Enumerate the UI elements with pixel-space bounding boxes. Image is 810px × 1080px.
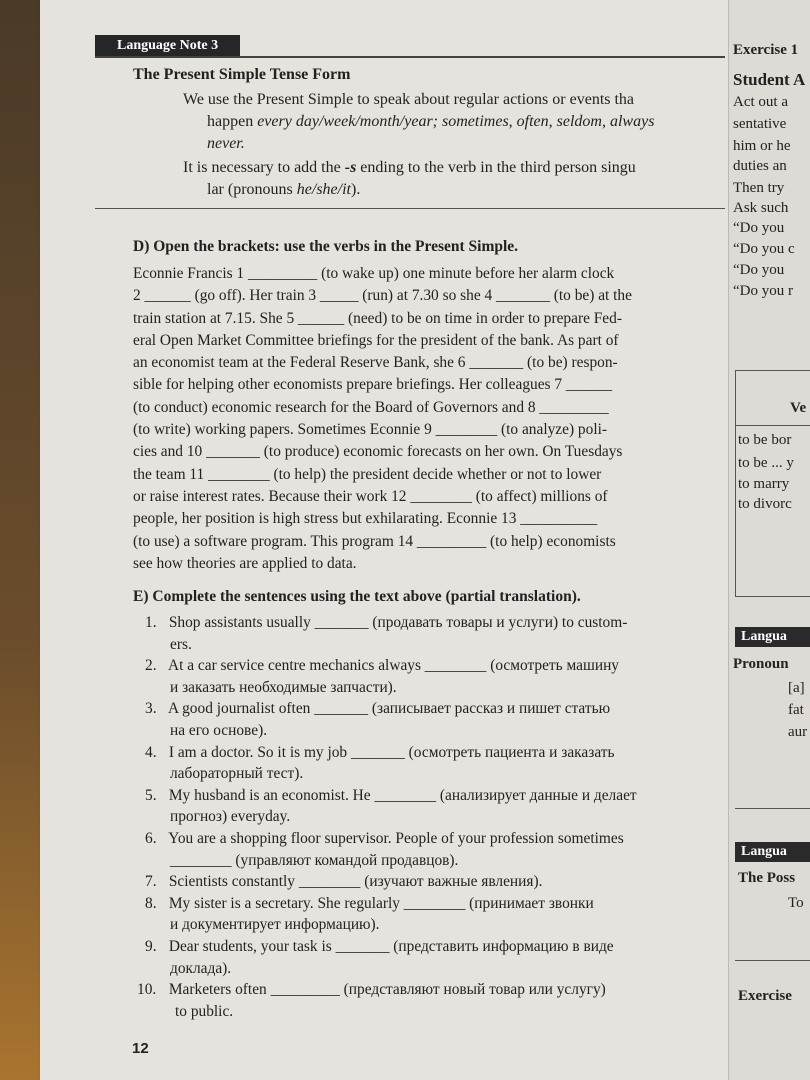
item-text: Shop assistants usually _______ (продавать товары и услуги) to custom-: [168, 614, 628, 631]
task-d-line: the team 11 ________ (to help) the president decide whether or not to lower: [133, 465, 602, 483]
task-d-line: Econnie Francis 1 _________ (to wake up) one minute before her alarm clock: [133, 265, 615, 282]
item-text: You are a shopping floor supervisor. People of your profession sometimes: [168, 829, 624, 847]
item-number: 9.: [145, 937, 157, 955]
language-note-line: [207, 179, 360, 201]
facing-rule: [735, 808, 810, 809]
facing-note1-line: [a]: [788, 680, 805, 696]
facing-note2-tab: Langua: [735, 842, 810, 862]
item-number: 2.: [145, 657, 157, 675]
facing-box-line: to marry: [738, 476, 790, 492]
item-number: 7.: [145, 873, 157, 891]
facing-note1-tab: Langua: [735, 627, 810, 647]
item-continuation: ________ (управляют командой продавцов).: [170, 851, 459, 869]
item-continuation: лабораторный тест).: [170, 765, 304, 783]
item-continuation: доклада).: [170, 959, 232, 977]
language-note-emphasis: -s: [344, 159, 357, 176]
facing-exercise-title: Exercise 1: [733, 42, 799, 58]
list-item: [145, 871, 730, 893]
language-note-bottom-rule: [95, 208, 725, 209]
list-item: [145, 893, 730, 936]
facing-box-rule: [735, 425, 810, 426]
task-d-line: train station at 7.15. She 5 ______ (need) to be on time in order to prepare Fed-: [133, 309, 622, 327]
task-d-line: see how theories are applied to data.: [133, 554, 357, 572]
task-d-line: people, her position is high stress but exhilarating. Econnie 13 __________: [133, 510, 598, 528]
task-d-line: sible for helping other economists prepare briefings. Her colleagues 7 ______: [133, 376, 613, 394]
item-text: A good journalist often _______ (записывает рассказ и пишет статью: [168, 700, 611, 718]
language-note-line: [207, 111, 728, 133]
language-note-emphasis: he/she/it: [296, 181, 351, 198]
item-text: Scientists constantly ________ (изучают важные явления).: [168, 873, 543, 891]
facing-line: duties an: [733, 158, 787, 174]
language-note-header: [95, 35, 725, 57]
list-item: [145, 655, 730, 698]
item-number: 8.: [145, 894, 157, 912]
task-d-line: (to conduct) economic research for the Board of Governors and 8 _________: [133, 398, 609, 416]
task-d-line: an economist team at the Federal Reserve Bank, she 6 _______ (to be) respon-: [133, 354, 618, 372]
facing-note1-title: Pronoun: [733, 656, 789, 672]
item-text: Dear students, your task is _______ (представить информацию в виде: [168, 937, 614, 955]
list-item: [145, 785, 730, 828]
language-note-text: happen: [207, 113, 258, 130]
task-e-list: [137, 612, 730, 1022]
facing-line: Then try: [733, 180, 785, 196]
language-note-emphasis: every day/week/month/year; sometimes, often, seldom, always: [257, 113, 655, 130]
item-continuation: и заказать необходимые запчасти).: [170, 678, 397, 696]
facing-rule: [735, 960, 810, 961]
facing-line: sentative: [733, 116, 787, 132]
item-continuation: и документирует информацию).: [170, 916, 380, 934]
facing-line: Ask such: [733, 200, 789, 216]
language-note-line: [183, 157, 728, 179]
facing-line: “Do you: [733, 262, 785, 278]
language-note-text: ending to the verb in the third person singu: [356, 159, 636, 176]
item-continuation: прогноз) everyday.: [170, 808, 291, 826]
language-note-line: never.: [207, 135, 245, 152]
task-d-heading: D) Open the brackets: use the verbs in the Present Simple.: [133, 238, 519, 255]
language-note-text: It is necessary to add the: [183, 159, 345, 176]
list-item: [145, 742, 730, 785]
facing-line: Act out a: [733, 94, 788, 110]
task-d-line: (to write) working papers. Sometimes Econnie 9 ________ (to analyze) poli-: [133, 421, 607, 439]
facing-note2-title: The Poss: [738, 870, 796, 886]
facing-exercise-bottom: Exercise: [738, 988, 792, 1004]
language-note-text: lar (pronouns: [207, 181, 297, 198]
item-number: 10.: [137, 981, 157, 999]
item-text: My husband is an economist. He ________ (анализирует данные и делает: [168, 786, 637, 804]
task-d-line: cies and 10 _______ (to produce) economic forecasts on her own. On Tuesdays: [133, 443, 623, 461]
item-number: 1.: [145, 614, 157, 631]
item-text: My sister is a secretary. She regularly ________ (принимает звонки: [168, 894, 594, 912]
item-continuation: ers.: [170, 635, 192, 653]
facing-line: “Do you c: [733, 241, 795, 257]
list-item: [145, 936, 730, 979]
task-d-line: 2 ______ (go off). Her train 3 _____ (run) at 7.30 so she 4 _______ (to be) at the: [133, 287, 632, 305]
language-note-title: The Present Simple Tense Form: [133, 66, 351, 83]
facing-line: “Do you r: [733, 283, 793, 299]
facing-note1-line: aur: [788, 724, 808, 740]
facing-box-line: to be bor: [738, 432, 792, 448]
item-number: 6.: [145, 829, 157, 847]
facing-note2-line: To: [788, 895, 804, 911]
facing-student-label: Student A: [733, 70, 806, 89]
item-number: 5.: [145, 786, 157, 804]
item-number: 4.: [145, 743, 157, 761]
language-note-line: We use the Present Simple to speak about regular actions or events tha: [183, 91, 635, 108]
task-d-paragraph: [133, 263, 727, 575]
list-item: [145, 828, 730, 871]
task-d-line: eral Open Market Committee briefings for the president of the bank. As part of: [133, 331, 619, 349]
facing-line: him or he: [733, 138, 791, 154]
facing-line: “Do you: [733, 220, 785, 236]
facing-note1-line: fat: [788, 702, 804, 718]
task-e-heading: E) Complete the sentences using the text above (partial translation).: [133, 588, 581, 605]
facing-box-line: to divorc: [738, 496, 792, 512]
facing-box-line: to be ... y: [738, 455, 794, 471]
task-d-line: (to use) a software program. This program 14 _________ (to help) economists: [133, 532, 616, 550]
language-note-tab: Language Note 3: [95, 35, 240, 57]
page-number: 12: [132, 1040, 149, 1057]
list-item: [145, 698, 730, 741]
language-note-text: ).: [350, 181, 361, 198]
item-continuation: на его основе).: [170, 721, 268, 739]
item-continuation: to public.: [175, 1002, 234, 1020]
list-item: [137, 979, 730, 1022]
item-text: I am a doctor. So it is my job _______ (осмотреть пациента и заказать: [168, 743, 615, 761]
item-number: 3.: [145, 700, 157, 718]
language-note-rule: [95, 56, 725, 58]
facing-box-header: Ve: [790, 400, 807, 416]
item-text: At a car service centre mechanics always ________ (осмотреть машину: [168, 657, 619, 675]
task-d-line: or raise interest rates. Because their work 12 ________ (to affect) millions of: [133, 487, 608, 505]
item-text: Marketers often _________ (представляют новый товар или услугу): [168, 981, 606, 999]
list-item: [145, 612, 730, 655]
